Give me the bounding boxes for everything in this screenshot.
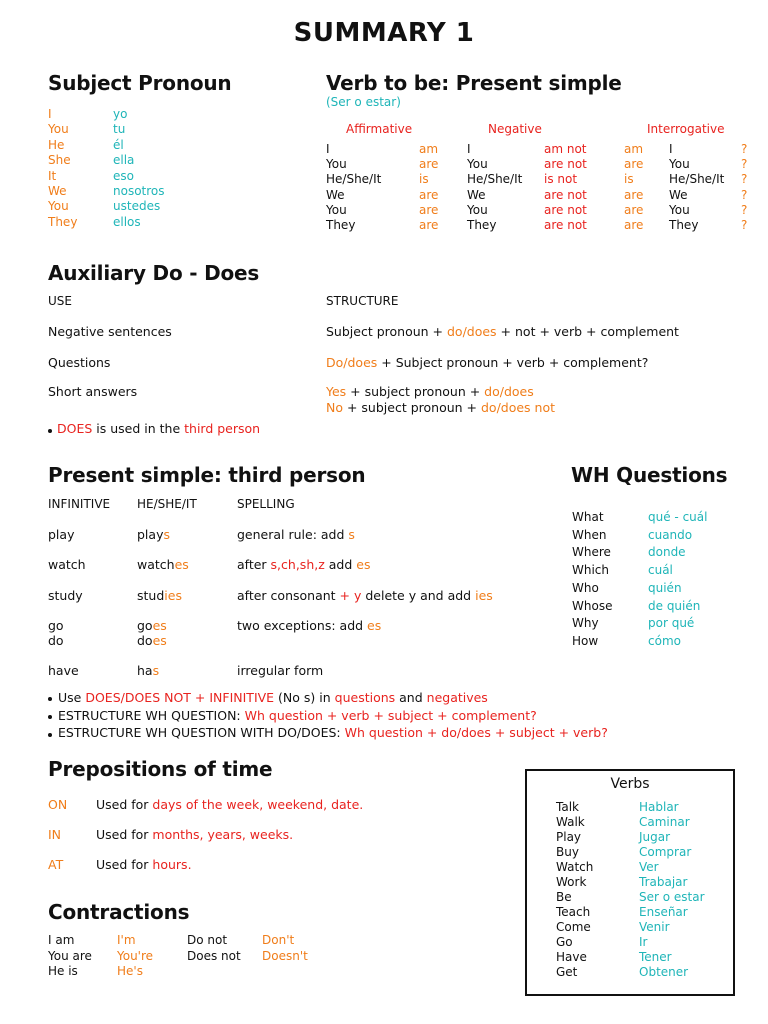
third-form [137, 527, 170, 542]
int-verb: is [624, 172, 634, 187]
aff-pronoun: You [326, 202, 347, 217]
infinitive: go [48, 618, 64, 633]
neg-pronoun: We [467, 187, 486, 202]
verb-es: Comprar [639, 845, 692, 859]
int-verb: are [624, 187, 644, 202]
verb-en: Walk [556, 815, 585, 829]
int-pronoun: We [669, 187, 688, 202]
aff-verb: are [419, 187, 439, 202]
rule-text: two exceptions: add [237, 618, 368, 633]
structure-text: Subject pronoun + [326, 324, 447, 339]
pronoun-en: He [48, 137, 65, 152]
infinitive: do [48, 633, 64, 648]
wh-translation: quién [648, 580, 682, 595]
verb-en: Go [556, 935, 573, 949]
bullet-text: ESTRUCTURE WH QUESTION: [58, 708, 245, 723]
int-verb: are [624, 157, 644, 172]
int-pronoun: You [669, 202, 690, 217]
third-form [137, 618, 167, 633]
bullet-highlight: negatives [426, 690, 488, 705]
verb-en: Buy [556, 845, 579, 859]
pronoun-en: You [48, 122, 69, 137]
third-form [137, 557, 189, 572]
full-form: Do not [187, 933, 228, 947]
question-mark: ? [741, 202, 748, 217]
usage-highlight: days of the week, weekend, date. [152, 797, 364, 812]
aff-verb: are [419, 218, 439, 232]
pronoun-es: él [113, 137, 124, 152]
col-negative: Negative [488, 122, 542, 136]
infinitive: watch [48, 557, 86, 572]
contracted-form: You're [117, 948, 154, 963]
structure-highlight: Do/does [326, 355, 378, 370]
full-form: You are [48, 948, 92, 963]
wh-translation: cómo [648, 633, 681, 648]
structure-label: STRUCTURE [326, 294, 399, 308]
rule-highlight: es [356, 557, 371, 572]
neg-pronoun: They [467, 218, 497, 232]
int-verb: are [624, 202, 644, 217]
col-hesheit: HE/SHE/IT [137, 497, 197, 511]
pronoun-es: yo [113, 107, 128, 121]
spelling-rule [237, 618, 381, 633]
pronouns-heading: Subject Pronoun [48, 71, 232, 95]
verb-ending: es [152, 633, 167, 648]
preposition: ON [48, 797, 68, 812]
wh-word: When [572, 527, 607, 542]
verb-stem: play [137, 527, 164, 542]
use-negative: Negative sentences [48, 324, 172, 339]
verb-stem: ha [137, 663, 153, 678]
rule-text: general rule: add [237, 527, 349, 542]
rule-text: delete y and add [361, 588, 476, 603]
infinitive: study [48, 588, 83, 603]
pronoun-es: ellos [113, 214, 141, 229]
neg-pronoun: You [467, 202, 488, 217]
pronoun-en: We [48, 184, 67, 198]
verb-en: Get [556, 965, 578, 979]
neg-verb: are not [544, 202, 587, 217]
verb-es: Tener [639, 950, 672, 964]
spelling-rule [237, 588, 493, 603]
verb-ending: s [152, 663, 160, 678]
use-short-answers: Short answers [48, 384, 138, 399]
spelling-rule [237, 527, 355, 542]
pronoun-es: nosotros [113, 184, 165, 198]
wh-word: Why [572, 616, 599, 631]
verb-es: Jugar [639, 830, 671, 844]
structure-text: + subject pronoun + [343, 400, 481, 415]
wh-questions-heading: WH Questions [571, 463, 728, 487]
structure-text: + Subject pronoun + verb + complement? [377, 355, 649, 370]
neg-pronoun: You [467, 157, 488, 172]
bullet-text: ESTRUCTURE WH QUESTION WITH DO/DOES: [58, 725, 345, 740]
verb-to-be-heading: Verb to be: Present simple [326, 71, 622, 95]
preposition-usage [96, 827, 293, 842]
page-title: SUMMARY 1 [293, 18, 475, 48]
bullet-highlight: Wh question + verb + subject + complement? [244, 708, 537, 723]
col-interrogative: Interrogative [647, 122, 725, 136]
infinitive: play [48, 527, 75, 542]
contractions-table [48, 933, 328, 979]
pronoun-es: tu [113, 122, 126, 137]
short-answer-no [326, 400, 555, 415]
verb-en: Work [556, 875, 587, 889]
verb-en: Be [556, 890, 572, 904]
usage-text: Used for [96, 857, 153, 872]
usage-highlight: hours. [152, 857, 192, 872]
question-mark: ? [741, 142, 748, 156]
aff-pronoun: I [326, 142, 330, 156]
preposition-usage [96, 797, 363, 812]
aff-verb: is [419, 172, 429, 187]
auxiliary-heading: Auxiliary Do - Does [48, 261, 260, 285]
pronoun-en: You [48, 199, 69, 214]
verb-es: Venir [639, 920, 670, 934]
verb-stem: go [137, 618, 153, 633]
pronoun-list [48, 107, 188, 232]
bullet-text: and [395, 690, 427, 705]
third-form [137, 588, 182, 603]
structure-highlight: No [326, 400, 343, 415]
structure-text: + not + verb + complement [496, 324, 679, 339]
wh-word: How [572, 633, 599, 648]
verb-ending: es [174, 557, 189, 572]
verb-en: Come [556, 920, 591, 934]
wh-word: Whose [572, 598, 613, 613]
question-mark: ? [741, 157, 748, 172]
third-person-heading: Present simple: third person [48, 463, 366, 487]
neg-pronoun: I [467, 142, 471, 156]
col-affirmative: Affirmative [346, 122, 413, 136]
third-form [137, 663, 159, 678]
rule-highlight: ies [475, 588, 493, 603]
aff-pronoun: They [326, 218, 356, 232]
bullet-text: (No s) in [274, 690, 335, 705]
short-answer-yes [326, 384, 534, 399]
verb-es: Caminar [639, 815, 690, 829]
structure-text: + subject pronoun + [346, 384, 485, 399]
rule-highlight: s [348, 527, 355, 542]
structure-highlight: do/does not [480, 400, 556, 415]
aff-pronoun: He/She/It [326, 172, 382, 187]
pronoun-es: ustedes [113, 199, 161, 214]
verb-en: Play [556, 830, 582, 844]
wh-translation: qué - cuál [648, 510, 708, 524]
verbs-list [556, 800, 726, 985]
int-pronoun: You [669, 157, 690, 172]
verb-stem: watch [137, 557, 175, 572]
note-highlight: third person [184, 421, 261, 436]
use-label: USE [48, 294, 72, 308]
rule-highlight: + y [339, 588, 362, 603]
verb-es: Ver [639, 860, 659, 874]
rule-text: after consonant [237, 588, 340, 603]
infinitive: have [48, 663, 79, 678]
bullet-icon [48, 429, 52, 433]
wh-list [572, 510, 752, 650]
wh-word: Where [572, 545, 611, 560]
wh-do-structure-bullet [58, 725, 608, 740]
negative-structure [326, 324, 679, 339]
verb-es: Enseñar [639, 905, 688, 919]
note-highlight: DOES [57, 421, 93, 436]
col-spelling: SPELLING [237, 497, 295, 511]
pronoun-en: I [48, 107, 52, 121]
wh-translation: cuando [648, 527, 693, 542]
verb-es: Hablar [639, 800, 679, 814]
does-note [57, 421, 260, 436]
usage-bullet [58, 690, 488, 705]
verb-stem: do [137, 633, 153, 648]
verbs-heading: Verbs [610, 776, 650, 792]
wh-translation: por qué [648, 616, 695, 631]
wh-word: What [572, 510, 604, 524]
note-text: is used in the [92, 421, 185, 436]
verb-en: Talk [556, 800, 579, 814]
neg-verb: is not [544, 172, 578, 187]
rule-text: irregular form [237, 663, 324, 678]
contracted-form: He's [117, 964, 143, 978]
verb-to-be-subtitle: (Ser o estar) [326, 95, 401, 109]
bullet-text: Use [58, 690, 86, 705]
verb-en: Teach [556, 905, 591, 919]
contracted-form: I'm [117, 933, 136, 947]
pronoun-en: She [48, 153, 71, 168]
aff-verb: are [419, 157, 439, 172]
contracted-form: Don't [262, 933, 295, 947]
rule-highlight: s,ch,sh,z [270, 557, 325, 572]
col-infinitive: INFINITIVE [48, 497, 111, 511]
structure-highlight: do/does [484, 384, 534, 399]
structure-highlight: Yes [326, 384, 347, 399]
verb-en: Watch [556, 860, 594, 874]
verb-to-be-table [326, 142, 756, 234]
aff-verb: am [419, 142, 439, 156]
verb-es: Obtener [639, 965, 689, 979]
question-structure [326, 355, 648, 370]
use-questions: Questions [48, 355, 111, 370]
preposition: IN [48, 827, 62, 842]
verb-es: Ser o estar [639, 890, 705, 904]
question-mark: ? [741, 172, 748, 187]
verb-ending: s [163, 527, 170, 542]
pronoun-en: It [48, 168, 57, 183]
bullet-highlight: DOES/DOES NOT + INFINITIVE [85, 690, 275, 705]
neg-verb: are not [544, 187, 587, 202]
bullet-icon [48, 697, 52, 701]
verb-ending: es [152, 618, 167, 633]
question-mark: ? [741, 218, 748, 232]
pronoun-es: eso [113, 168, 134, 183]
wh-word: Which [572, 563, 610, 578]
rule-highlight: es [367, 618, 382, 633]
full-form: Does not [187, 948, 241, 963]
pronoun-es: ella [113, 153, 135, 168]
aff-pronoun: You [326, 157, 347, 172]
int-pronoun: He/She/It [669, 172, 725, 187]
verb-es: Ir [639, 935, 648, 949]
preposition-usage [96, 857, 192, 872]
spelling-rule [237, 557, 370, 572]
pronoun-en: They [48, 214, 78, 229]
preposition: AT [48, 857, 64, 872]
bullet-highlight: Wh question + do/does + subject + verb? [344, 725, 608, 740]
neg-verb: are not [544, 218, 587, 232]
rule-text: after [237, 557, 271, 572]
neg-verb: am not [544, 142, 587, 156]
int-pronoun: They [669, 218, 699, 232]
usage-highlight: months, years, weeks. [152, 827, 294, 842]
structure-highlight: do/does [446, 324, 497, 339]
contractions-heading: Contractions [48, 900, 190, 924]
contracted-form: Doesn't [262, 948, 308, 963]
full-form: I am [48, 933, 75, 947]
int-verb: are [624, 218, 644, 232]
bullet-icon [48, 715, 52, 719]
question-mark: ? [741, 187, 748, 202]
verb-es: Trabajar [639, 875, 688, 889]
wh-translation: donde [648, 545, 686, 560]
spelling-rule [237, 663, 323, 678]
usage-text: Used for [96, 797, 153, 812]
wh-translation: de quién [648, 598, 701, 613]
third-form [137, 633, 167, 648]
int-pronoun: I [669, 142, 673, 156]
verb-en: Have [556, 950, 587, 964]
bullet-icon [48, 733, 52, 737]
verb-ending: ies [164, 588, 182, 603]
int-verb: am [624, 142, 644, 156]
rule-text: add [324, 557, 357, 572]
neg-verb: are not [544, 157, 587, 172]
full-form: He is [48, 964, 78, 978]
wh-translation: cuál [648, 563, 673, 578]
wh-structure-bullet [58, 708, 537, 723]
prepositions-heading: Prepositions of time [48, 757, 273, 781]
neg-pronoun: He/She/It [467, 172, 523, 187]
wh-word: Who [572, 580, 599, 595]
aff-pronoun: We [326, 187, 345, 202]
usage-text: Used for [96, 827, 153, 842]
bullet-highlight: questions [334, 690, 396, 705]
aff-verb: are [419, 202, 439, 217]
verb-stem: stud [137, 588, 165, 603]
